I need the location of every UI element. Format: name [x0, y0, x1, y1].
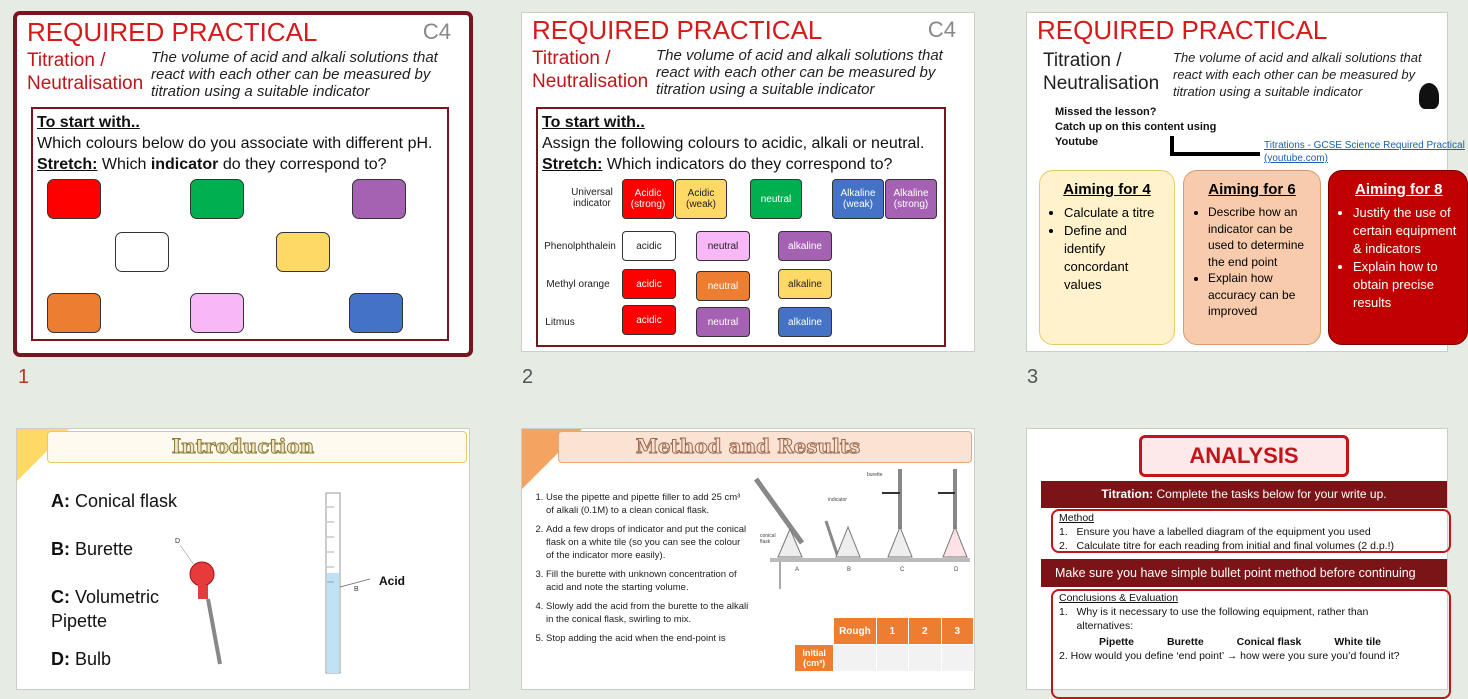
- label-text: Volumetric: [75, 587, 160, 607]
- pipette-diagram: [172, 529, 262, 669]
- step-item: 3. Fill the burette with unknown concentration of acid and note the starting volume.: [546, 568, 750, 594]
- aim-4-item: • Calculate a titre: [1064, 204, 1166, 222]
- aim-4-card: [1039, 170, 1175, 345]
- apparatus-label-flask: conical flask: [760, 533, 776, 545]
- colour-swatch-green: [190, 179, 244, 219]
- subtitle-line-2: Neutralisation: [1043, 73, 1160, 94]
- aim-8-item: • Justify the use of certain equipment & indicators: [1353, 204, 1459, 258]
- apparatus-label-burette: burette: [867, 472, 883, 478]
- stretch-text: [33, 154, 447, 175]
- aim-4-item: • Define and identify concordant values: [1064, 222, 1166, 294]
- starter-text: Assign the following colours to acidic, alkali or neutral.: [542, 135, 925, 152]
- colour-swatch-blue: [349, 293, 403, 333]
- table-header-cell: 1: [876, 618, 908, 645]
- aim-8-list: [1337, 204, 1459, 312]
- equipment-list: [1059, 635, 1449, 649]
- colour-swatch-red: [47, 179, 101, 219]
- link-text[interactable]: Titrations - GCSE Science Required Practical: [1264, 140, 1465, 151]
- tag-acidic: acidic: [622, 231, 676, 261]
- bullet-method-bar: Make sure you have simple bullet point method before continuing: [1041, 559, 1447, 587]
- tag-neutral: neutral: [696, 271, 750, 301]
- step-item: 5. Stop adding the acid when the end-point is: [546, 632, 750, 645]
- label-a: [51, 489, 177, 513]
- conclusion-q1: 1. Why is it necessary to use the following equipment, rather than alternatives:: [1059, 606, 1369, 632]
- aim-6-item: • Describe how an indicator can be used to determine the end point: [1208, 204, 1312, 270]
- label-text: Bulb: [75, 649, 112, 669]
- conclusions-heading: Conclusions & Evaluation: [1059, 592, 1179, 604]
- table-cell[interactable]: [909, 645, 941, 672]
- method-heading: Method: [1059, 512, 1095, 524]
- label-text: Conical flask: [75, 491, 178, 511]
- colour-swatch-white: [115, 232, 169, 272]
- svg-text:B: B: [354, 586, 359, 593]
- subtitle-line-1: Titration /: [1043, 50, 1122, 71]
- slide-number-3: 3: [1027, 366, 1039, 388]
- apparatus-label-indicator: indicator: [828, 497, 847, 503]
- slide-description: The volume of acid and alkali solutions that react with each other can be measured by titration using a suitable indicator: [656, 47, 943, 98]
- aim-6-list: [1192, 204, 1312, 320]
- apparatus-label-c: C: [900, 567, 905, 573]
- label-b: [51, 537, 177, 561]
- equipment-item: Burette: [1166, 636, 1204, 648]
- tag-alkaline: alkaline: [778, 269, 832, 299]
- titration-bar: [1041, 481, 1447, 508]
- table-row-label: Initial (cm³): [795, 645, 834, 672]
- aim-8-card: [1328, 170, 1468, 345]
- starter-heading: To start with..: [542, 114, 645, 131]
- person-icon: [1419, 83, 1439, 109]
- apparatus-label-a: A: [795, 567, 800, 573]
- table-cell[interactable]: [834, 645, 876, 672]
- indicator-phenolphthalein: Phenolphthalein: [544, 241, 616, 252]
- tag-acidic: acidic: [622, 305, 676, 335]
- table-row: [795, 645, 974, 672]
- slide-thumbnail-2[interactable]: [522, 13, 974, 351]
- slide-description: The volume of acid and alkali solutions that react with each other can be measured by titration using a suitable indicator: [151, 49, 438, 100]
- label-letter: A:: [51, 491, 70, 511]
- equipment-item: White tile: [1334, 636, 1381, 648]
- table-cell[interactable]: [876, 645, 908, 672]
- slide-thumbnail-1[interactable]: [17, 15, 469, 353]
- missed-line-1: Missed the lesson?: [1055, 106, 1157, 118]
- method-box: [1051, 509, 1451, 553]
- aim-4-list: [1048, 204, 1166, 294]
- tag-neutral: neutral: [696, 231, 750, 261]
- slide-thumbnail-6[interactable]: [1027, 429, 1447, 689]
- indicator-methyl-orange: Methyl orange: [546, 279, 610, 290]
- aim-8-item: • Explain how to obtain precise results: [1353, 258, 1459, 312]
- apparatus-label-b: B: [847, 567, 852, 573]
- stretch-post: do they correspond to?: [222, 156, 387, 173]
- stretch-label: Stretch:: [37, 156, 98, 173]
- slide-code: C4: [422, 19, 451, 44]
- missed-lesson-note: [1055, 105, 1216, 150]
- table-header-row: [795, 618, 974, 645]
- arrow-connector: [1170, 152, 1260, 156]
- method-item: 2. Calculate titre for each reading from initial and final volumes (2 d.p.!): [1059, 540, 1395, 552]
- step-item: 2. Add a few drops of indicator and put the conical flask on a white tile (so you can see the colour of the indicator more easily).: [546, 523, 750, 562]
- stretch-label: Stretch:: [542, 156, 603, 173]
- tag-acidic-strong: Acidic (strong): [622, 179, 674, 219]
- slide-title: REQUIRED PRACTICAL: [532, 15, 823, 45]
- table-corner: [795, 618, 834, 645]
- stretch-bold: indicator: [150, 156, 219, 173]
- colour-swatch-orange: [47, 293, 101, 333]
- stretch-text: [538, 154, 944, 175]
- tag-alkaline-weak: Alkaline (weak): [832, 179, 884, 219]
- stretch-pre: Which: [101, 156, 147, 173]
- analysis-title-box: [1139, 435, 1349, 477]
- indicator-universal: Universal indicator: [571, 187, 613, 209]
- starter-box: [31, 107, 449, 341]
- aim-4-title: Aiming for 4: [1063, 181, 1151, 198]
- apparatus-label-d: D: [954, 567, 959, 573]
- equipment-item: Conical flask: [1236, 636, 1302, 648]
- conclusions-box: [1051, 589, 1451, 699]
- missed-line-2: Catch up on this content using: [1055, 121, 1217, 133]
- slide-title: REQUIRED PRACTICAL: [1037, 15, 1328, 45]
- slide-subtitle: [27, 49, 143, 95]
- tag-alkaline: alkaline: [778, 231, 832, 261]
- starter-heading: To start with..: [37, 114, 140, 131]
- label-letter: B:: [51, 539, 70, 559]
- slide-title: REQUIRED PRACTICAL: [27, 17, 318, 47]
- slide-header: Method and Results: [635, 434, 861, 458]
- subtitle-line-1: Titration /: [532, 48, 611, 69]
- tag-neutral: neutral: [750, 179, 802, 219]
- method-item: 1. Ensure you have a labelled diagram of the equipment you used: [1059, 526, 1371, 538]
- indicator-litmus: Litmus: [545, 317, 575, 328]
- starter-text: Which colours below do you associate with different pH.: [37, 135, 433, 152]
- slide-description: The volume of acid and alkali solutions that react with each other can be measured by titration using a suitable indicator: [1173, 50, 1422, 99]
- subtitle-line-1: Titration /: [27, 50, 106, 71]
- subtitle-line-2: Neutralisation: [532, 71, 649, 92]
- conclusion-q2: 2. How would you define ‘end point’ → how were you sure you’d found it?: [1059, 650, 1400, 662]
- colour-swatch-pink: [190, 293, 244, 333]
- table-cell[interactable]: [941, 645, 973, 672]
- slide-subtitle: [532, 47, 648, 93]
- results-table: [794, 617, 974, 672]
- starter-box: [536, 107, 946, 347]
- label-c-cont: Pipette: [51, 611, 108, 631]
- table-header-cell: 3: [941, 618, 973, 645]
- colour-swatch-yellow: [276, 232, 330, 272]
- slide-thumbnail-5[interactable]: [522, 429, 974, 689]
- link-sub[interactable]: (youtube.com): [1264, 153, 1328, 164]
- aim-6-item: • Explain how accuracy can be improved: [1208, 270, 1312, 320]
- slide-number-2: 2: [522, 366, 534, 388]
- youtube-link[interactable]: [1264, 139, 1465, 165]
- tag-acidic-weak: Acidic (weak): [675, 179, 727, 219]
- analysis-title: ANALYSIS: [1189, 443, 1299, 468]
- table-header-cell: 2: [909, 618, 941, 645]
- acid-label: Acid: [379, 574, 406, 588]
- slide-subtitle: [1043, 49, 1159, 95]
- colour-swatch-purple: [352, 179, 406, 219]
- table-header-cell: Rough: [834, 618, 876, 645]
- slide-thumbnail-3[interactable]: [1027, 13, 1465, 351]
- stretch-body: Which indicators do they correspond to?: [606, 156, 893, 173]
- slide-number-1: 1: [18, 366, 30, 388]
- step-item: 1. Use the pipette and pipette filler to add 25 cm³ of alkali (0.1M) to a clean conical flask.: [546, 491, 750, 517]
- tag-acidic: acidic: [622, 269, 676, 299]
- label-letter: D:: [51, 649, 70, 669]
- svg-text:D: D: [175, 538, 181, 545]
- step-item: 4. Slowly add the acid from the burette to the alkali in the conical flask, swirling to mix.: [546, 600, 750, 626]
- label-list: [51, 489, 177, 671]
- method-steps: [526, 491, 750, 651]
- tag-alkaline-strong: Alkaline (strong): [885, 179, 937, 219]
- aim-6-card: [1183, 170, 1321, 345]
- label-d: [51, 647, 177, 671]
- slide-header: Introduction: [171, 434, 315, 458]
- equipment-item: Pipette: [1099, 636, 1135, 648]
- aim-6-title: Aiming for 6: [1208, 181, 1296, 198]
- slide-code: C4: [927, 17, 956, 42]
- label-text: Burette: [75, 539, 134, 559]
- slide-thumbnail-4[interactable]: [17, 429, 469, 689]
- label-c: [51, 585, 177, 609]
- missed-line-3: Youtube: [1055, 136, 1099, 148]
- tag-neutral: neutral: [696, 307, 750, 337]
- tag-alkaline: alkaline: [778, 307, 832, 337]
- bar-text: Complete the tasks below for your write up.: [1156, 487, 1387, 501]
- bar-bold: Titration:: [1101, 487, 1154, 501]
- label-letter: C:: [51, 587, 70, 607]
- subtitle-line-2: Neutralisation: [27, 73, 144, 94]
- aim-8-title: Aiming for 8: [1355, 181, 1443, 198]
